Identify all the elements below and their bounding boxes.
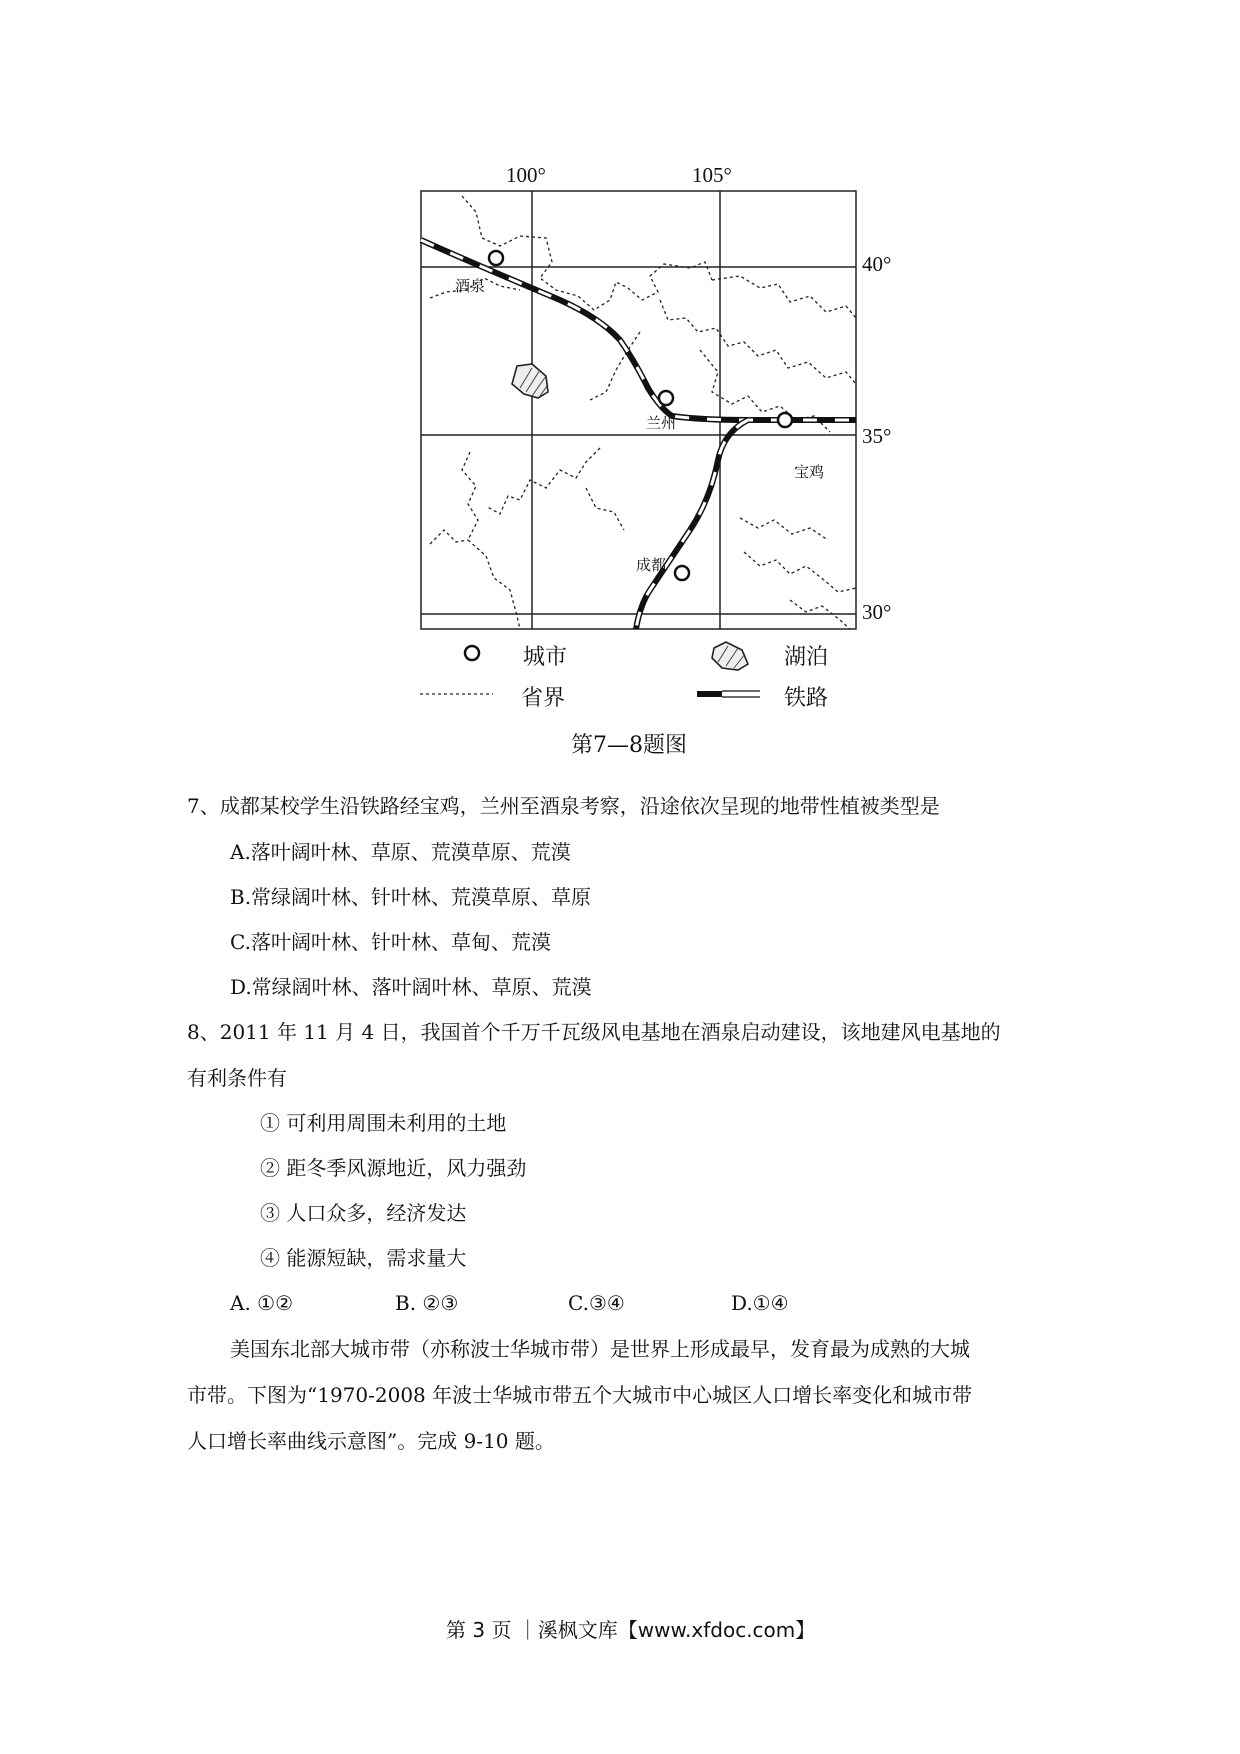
q8-choice-d: D.①④ [731,1291,789,1315]
q7-option-a: A.落叶阔叶林、草原、荒漠草原、荒漠 [230,840,571,864]
map-figure [0,0,1240,760]
map-svg [0,0,1240,760]
lon-label-100: 100° [506,163,546,187]
q7-option-d: D.常绿阔叶林、落叶阔叶林、草原、荒漠 [230,975,592,999]
legend-railway-label: 铁路 [784,686,829,711]
lat-label-35: 35° [862,424,892,448]
q8-choice-a: A. ①② [230,1291,294,1315]
city-jiuquan-marker [489,251,503,265]
passage-line-1: 美国东北部大城市带（亦称波士华城市带）是世界上形成最早，发育最为成熟的大城 [230,1337,970,1361]
passage-line-2: 市带。下图为“1970-2008 年波士华城市带五个大城市中心城区人口增长率变化和城市带 [187,1383,973,1407]
city-label-lanzhou: 兰州 [646,414,677,432]
q8-choice-c: C.③④ [568,1291,625,1315]
figure-caption: 第7—8题图 [571,733,687,758]
city-label-jiuquan: 酒泉 [455,277,486,295]
legend-border-label: 省界 [521,686,566,711]
city-label-chengdu: 成都 [636,556,667,574]
city-label-baoji: 宝鸡 [794,463,825,481]
legend-lake-label: 湖泊 [784,645,829,670]
q8-item-2: ② 距冬季风源地近，风力强劲 [260,1156,527,1180]
city-lanzhou-marker [659,391,673,405]
city-chengdu-marker [675,566,689,580]
q8-item-3: ③ 人口众多，经济发达 [260,1201,467,1225]
passage-line-3: 人口增长率曲线示意图”。完成 9-10 题。 [187,1429,555,1453]
lon-label-105: 105° [692,163,732,187]
q8-stem-line2: 有利条件有 [187,1066,287,1090]
q7-stem: 7、成都某校学生沿铁路经宝鸡，兰州至酒泉考察，沿途依次呈现的地带性植被类型是 [187,794,940,818]
lat-label-40: 40° [862,252,892,276]
legend-city-icon [465,646,479,660]
q7-option-b: B.常绿阔叶林、针叶林、荒漠草原、草原 [230,885,592,909]
q8-choice-b: B. ②③ [395,1291,459,1315]
page-footer: 第 3 页 ｜溪枫文库【www.xfdoc.com】 [446,1618,816,1642]
q8-item-1: ① 可利用周围未利用的土地 [260,1111,507,1135]
lat-label-30: 30° [862,600,892,624]
city-baoji-marker [778,413,792,427]
legend-lake-icon [712,642,748,670]
q8-item-4: ④ 能源短缺，需求量大 [260,1246,467,1270]
q8-stem-line1: 8、2011 年 11 月 4 日，我国首个千万千瓦级风电基地在酒泉启动建设，该地建风电基地的 [187,1020,1001,1044]
legend-city-label: 城市 [523,645,568,670]
q7-option-c: C.落叶阔叶林、针叶林、草甸、荒漠 [230,930,551,954]
